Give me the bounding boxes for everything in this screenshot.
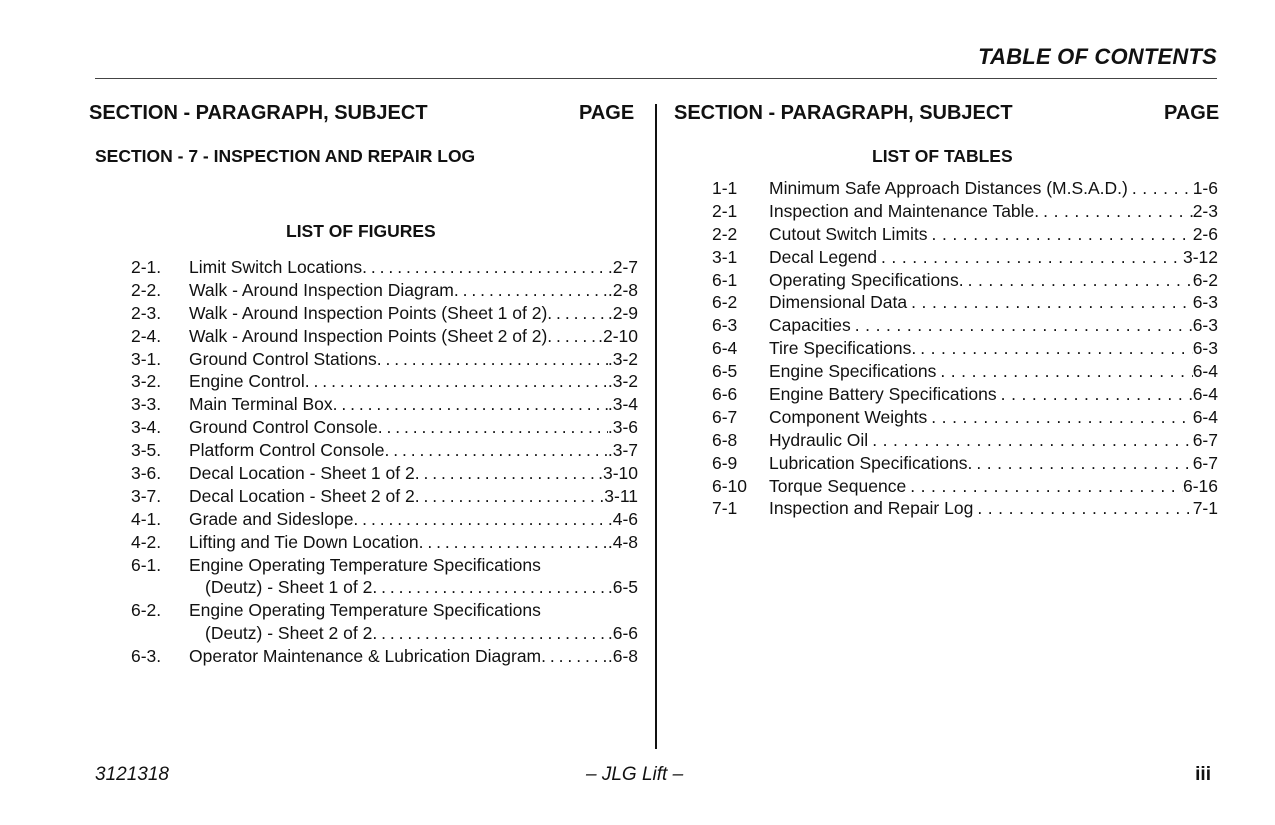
figure-entry-line (189, 279, 638, 302)
figure-entry[interactable] (131, 370, 638, 393)
table-entry[interactable] (712, 383, 1218, 406)
page-header-title: TABLE OF CONTENTS (978, 44, 1217, 69)
figure-entry[interactable] (131, 622, 638, 645)
figure-entry-line (189, 554, 638, 577)
figure-entry-line (189, 348, 638, 371)
figure-page: .6-6 (607, 623, 638, 644)
figure-number: 2-1. (131, 257, 162, 277)
table-number: 3-1 (712, 246, 738, 267)
figure-page: .3-11 (599, 485, 638, 506)
table-title: Cutout Switch Limits (769, 223, 928, 244)
table-number: 6-6 (712, 384, 738, 405)
table-page: 6-4 (1192, 406, 1218, 427)
column-divider (655, 104, 657, 749)
table-number: 6-10 (712, 475, 748, 496)
dot-leader (372, 576, 608, 599)
table-entry-line (769, 383, 1218, 406)
table-entry[interactable] (712, 200, 1218, 223)
dot-leader (928, 223, 1193, 246)
figure-entry-line (189, 531, 638, 554)
figure-entry-line (189, 325, 638, 348)
dot-leader (927, 406, 1192, 429)
table-title: Operating Specifications. (769, 269, 964, 290)
figure-number: 4-2. (131, 531, 162, 552)
figure-number: 3-6. (131, 463, 162, 484)
table-entry[interactable] (712, 475, 1218, 498)
figure-number: 3-3. (131, 394, 162, 415)
figure-entry-line (189, 599, 638, 622)
table-title: Decal Legend (769, 246, 877, 267)
table-entry[interactable] (712, 452, 1218, 475)
table-number: 6-2 (712, 292, 738, 313)
list-of-tables-title: LIST OF TABLES (872, 146, 1013, 166)
figure-title: Walk - Around Inspection Points (Sheet 2 of 2) (189, 325, 548, 346)
table-number: 6-8 (712, 429, 738, 450)
table-page: 6-4 (1192, 361, 1218, 382)
figure-title: Decal Location - Sheet 1 of 2 (189, 463, 415, 484)
table-entry-line (769, 200, 1218, 223)
figure-entry[interactable] (131, 531, 638, 554)
table-number: 7-1 (712, 498, 738, 519)
dot-leader (1039, 200, 1193, 223)
footer-page-number: iii (1195, 764, 1211, 785)
dot-leader (362, 256, 608, 279)
table-title: Tire Specifications. (769, 338, 917, 359)
figure-entry-line (189, 302, 638, 325)
figure-page: .6-8 (607, 646, 638, 667)
table-entry-line (769, 429, 1218, 452)
table-title: Inspection and Repair Log (769, 498, 974, 519)
figure-number: 6-1. (131, 554, 162, 575)
figure-entry[interactable] (131, 348, 638, 371)
figure-page: .3-10 (598, 463, 638, 484)
table-number: 1-1 (712, 178, 738, 198)
figure-title: Main Terminal Box (189, 394, 333, 415)
figure-entry[interactable] (131, 645, 638, 668)
figure-title: (Deutz) - Sheet 2 of 2 (205, 623, 373, 644)
figure-entry-line (189, 462, 638, 485)
table-number: 6-7 (712, 406, 738, 427)
figure-page: .3-6 (607, 417, 638, 438)
dot-leader (547, 302, 608, 325)
dot-leader (353, 508, 607, 531)
table-number: 6-1 (712, 269, 738, 290)
figure-entry-line (205, 576, 638, 599)
table-entry[interactable] (712, 429, 1218, 452)
table-page: 2-6 (1192, 223, 1218, 244)
figure-entry[interactable] (131, 599, 638, 622)
table-title: Component Weights (769, 406, 928, 427)
figure-entry-line (205, 622, 638, 645)
dot-leader (305, 370, 608, 393)
table-entry[interactable] (712, 223, 1218, 246)
table-entry-line (769, 406, 1218, 429)
figure-page: .3-4 (607, 394, 638, 415)
figure-page: .2-9 (607, 302, 638, 323)
dot-leader (1128, 177, 1193, 200)
table-entry-line (769, 360, 1218, 383)
dot-leader (372, 622, 608, 645)
table-number: 6-3 (712, 315, 738, 336)
table-page: 6-7 (1192, 452, 1218, 473)
left-heading-subject: SECTION - PARAGRAPH, SUBJECT (89, 102, 428, 124)
left-heading-page: PAGE (579, 102, 635, 124)
table-page: 6-16 (1182, 475, 1218, 496)
figure-title: Engine Operating Temperature Specifications (189, 554, 541, 575)
figure-page: .2-8 (607, 279, 638, 300)
table-title: Minimum Safe Approach Distances (M.S.A.D.) (769, 178, 1128, 198)
dot-leader (877, 246, 1183, 269)
table-entry-line (769, 314, 1218, 337)
header-rule (95, 78, 1217, 79)
table-entry-line (769, 291, 1218, 314)
table-page: 6-3 (1192, 315, 1218, 336)
figure-title: (Deutz) - Sheet 1 of 2 (205, 577, 373, 598)
table-entry-line (769, 475, 1218, 498)
dot-leader (378, 416, 608, 439)
figure-entry-line (189, 439, 638, 462)
figure-entry[interactable] (131, 508, 638, 531)
table-number: 2-2 (712, 223, 738, 244)
figure-title: Ground Control Console (189, 417, 378, 438)
figure-entry[interactable] (131, 302, 638, 325)
figure-page: .2-7 (607, 257, 638, 277)
figure-title: Walk - Around Inspection Diagram (189, 279, 454, 300)
figure-number: 4-1. (131, 508, 162, 529)
footer-brand: – JLG Lift – (586, 764, 684, 785)
dot-leader (997, 383, 1193, 406)
table-title: Torque Sequence (769, 475, 907, 496)
table-page: 6-2 (1192, 269, 1218, 290)
figure-entry[interactable] (131, 485, 638, 508)
table-entry-line (769, 337, 1218, 360)
figure-title: Platform Control Console (189, 440, 385, 461)
table-page: 7-1 (1192, 498, 1218, 519)
figure-number: 6-3. (131, 646, 162, 667)
figure-number: 3-1. (131, 348, 162, 369)
table-number: 2-1 (712, 200, 738, 221)
table-entry[interactable] (712, 291, 1218, 314)
dot-leader (936, 360, 1192, 383)
figure-title: Engine Operating Temperature Specifications (189, 600, 541, 621)
table-title: Engine Battery Specifications (769, 384, 997, 405)
right-heading-page: PAGE (1164, 102, 1220, 124)
figure-page: .3-2 (607, 348, 638, 369)
figures-list (131, 256, 638, 668)
table-page: 6-3 (1192, 292, 1218, 313)
figure-title: Decal Location - Sheet 2 of 2 (189, 485, 415, 506)
figure-entry[interactable] (131, 256, 638, 279)
table-entry[interactable] (712, 177, 1218, 200)
figure-page: .4-6 (607, 508, 638, 529)
table-title: Lubrication Specifications. (769, 452, 973, 473)
table-title: Engine Specifications (769, 361, 937, 382)
table-entry-line (769, 246, 1218, 269)
dot-leader (964, 269, 1193, 292)
table-entry-line (769, 177, 1218, 200)
figure-entry-line (189, 370, 638, 393)
figure-number: 3-7. (131, 485, 162, 506)
figure-number: 2-2. (131, 279, 162, 300)
figure-number: 6-2. (131, 600, 162, 621)
table-number: 6-4 (712, 338, 738, 359)
figure-entry[interactable] (131, 393, 638, 416)
dot-leader (547, 325, 598, 348)
table-title: Capacities (769, 315, 851, 336)
figure-number: 2-3. (131, 302, 162, 323)
table-number: 6-5 (712, 361, 738, 382)
dot-leader (972, 452, 1192, 475)
figure-title: Ground Control Stations (189, 348, 377, 369)
dot-leader (454, 279, 608, 302)
dot-leader (419, 531, 608, 554)
figure-number: 2-4. (131, 325, 162, 346)
dot-leader (906, 475, 1183, 498)
dot-leader (907, 291, 1193, 314)
dot-leader (415, 462, 598, 485)
figure-page: .6-5 (607, 577, 638, 598)
table-title: Inspection and Maintenance Table. (769, 200, 1040, 221)
section-7-link[interactable]: SECTION - 7 - INSPECTION AND REPAIR LOG (95, 146, 476, 166)
figure-title: Walk - Around Inspection Points (Sheet 1 of 2) (189, 302, 548, 323)
figure-page: .3-2 (607, 371, 638, 392)
dot-leader (541, 645, 608, 668)
figure-entry-line (189, 508, 638, 531)
table-page: 1-6 (1192, 178, 1218, 198)
table-title: Hydraulic Oil (769, 429, 869, 450)
figure-number: 3-2. (131, 371, 162, 392)
right-heading-subject: SECTION - PARAGRAPH, SUBJECT (674, 102, 1013, 124)
figure-entry-line (189, 416, 638, 439)
figure-page: .4-8 (607, 531, 638, 552)
figure-page: .3-7 (607, 440, 638, 461)
table-title: Dimensional Data (769, 292, 908, 313)
table-entry[interactable] (712, 269, 1218, 292)
dot-leader (916, 337, 1193, 360)
table-entry[interactable] (712, 360, 1218, 383)
dot-leader (377, 348, 608, 371)
table-page: 2-3 (1192, 200, 1218, 221)
figure-number: 3-5. (131, 440, 162, 461)
figure-entry[interactable] (131, 439, 638, 462)
figure-title: Lifting and Tie Down Location (189, 531, 419, 552)
figure-entry[interactable] (131, 462, 638, 485)
table-entry[interactable] (712, 406, 1218, 429)
figure-number: 3-4. (131, 417, 162, 438)
figure-entry-line (189, 485, 638, 508)
table-entry-line (769, 497, 1218, 520)
table-entry-line (769, 269, 1218, 292)
dot-leader (333, 393, 608, 416)
figure-title: Engine Control (189, 371, 305, 392)
table-page: 6-3 (1192, 338, 1218, 359)
table-page: 6-4 (1192, 384, 1218, 405)
figure-entry-line (189, 393, 638, 416)
table-page: 3-12 (1182, 246, 1218, 267)
figure-title: Limit Switch Locations (189, 257, 363, 277)
figure-title: Grade and Sideslope (189, 508, 354, 529)
table-entry[interactable] (712, 314, 1218, 337)
table-entry[interactable] (712, 337, 1218, 360)
figure-page: .2-10 (598, 325, 638, 346)
figure-entry-line (189, 645, 638, 668)
footer-doc-number: 3121318 (95, 764, 169, 785)
dot-leader (868, 429, 1193, 452)
dot-leader (973, 497, 1192, 520)
figure-entry[interactable] (131, 279, 638, 302)
figure-entry[interactable] (131, 325, 638, 348)
dot-leader (385, 439, 608, 462)
table-entry-line (769, 452, 1218, 475)
table-page: 6-7 (1192, 429, 1218, 450)
figure-title: Operator Maintenance & Lubrication Diagram (189, 646, 542, 667)
figure-entry-line (189, 256, 638, 279)
figure-entry[interactable] (131, 554, 638, 577)
table-number: 6-9 (712, 452, 738, 473)
figure-entry[interactable] (131, 576, 638, 599)
tables-list (712, 177, 1218, 520)
table-entry[interactable] (712, 497, 1218, 520)
table-entry-line (769, 223, 1218, 246)
dot-leader (415, 485, 600, 508)
list-of-figures-title: LIST OF FIGURES (286, 221, 436, 241)
figure-entry[interactable] (131, 416, 638, 439)
dot-leader (851, 314, 1193, 337)
table-entry[interactable] (712, 246, 1218, 269)
